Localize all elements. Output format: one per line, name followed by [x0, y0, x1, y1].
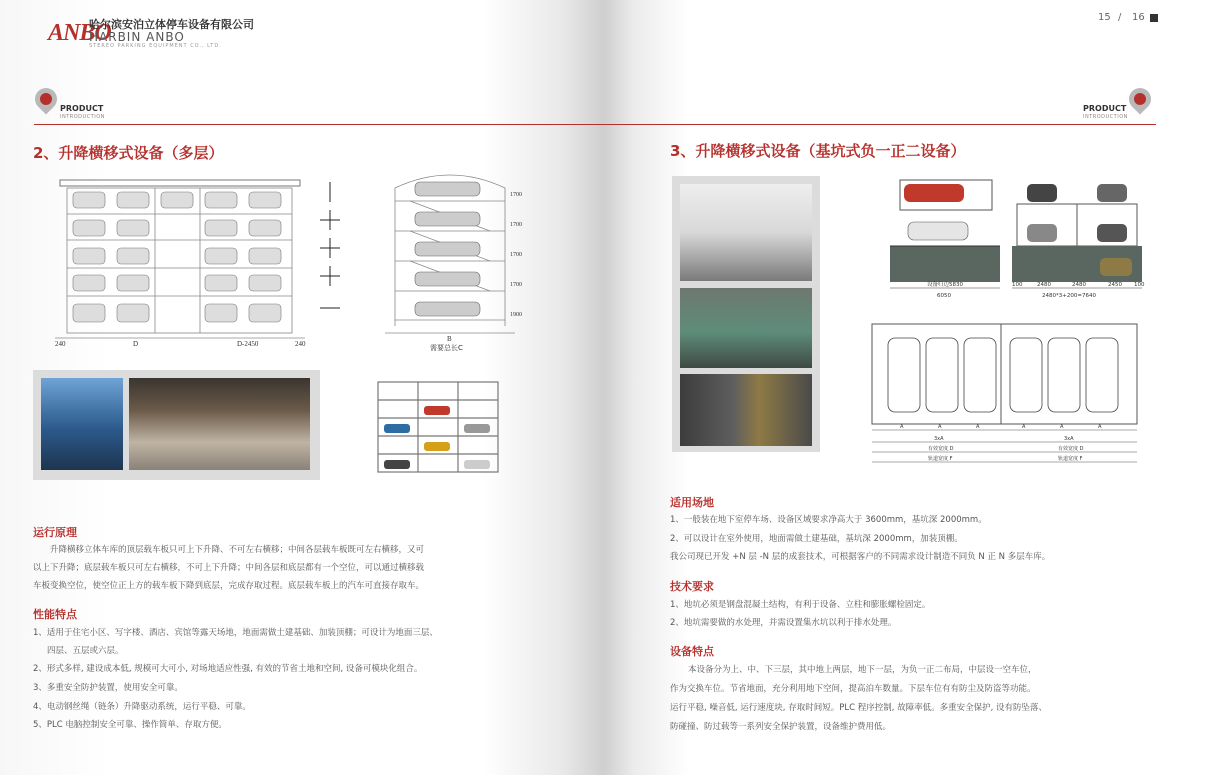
- plan-dim: 轨道宽度 F: [1058, 456, 1083, 462]
- dim-label: D-2450: [237, 340, 259, 348]
- plan-dim: A: [1022, 424, 1026, 430]
- left-sec2-line: 四层、五层或六层。: [47, 646, 124, 656]
- right-sec1-line: 1、一般装在地下室停车场、设备区域要求净高大于 3600mm，基坑深 2000mm。: [670, 515, 987, 525]
- section-tag-introduction: INTRODUCTION: [1083, 114, 1128, 120]
- right-sec1-line: 2、可以设计在室外使用，地面需做土建基础，基坑深 2000mm，加装顶棚。: [670, 534, 963, 544]
- height-label: 1700: [510, 192, 522, 198]
- building-photo: [41, 378, 123, 470]
- plan-dim: 有效宽度 D: [1058, 446, 1084, 452]
- plan-dim: 轨道宽度 F: [928, 456, 953, 462]
- company-name-en-full: STEREO PARKING EQUIPMENT CO., LTD.: [89, 43, 222, 49]
- dim-label: 设备归边5830: [927, 282, 963, 288]
- height-label: 1700: [510, 282, 522, 288]
- page-current: 15: [1098, 12, 1111, 23]
- dim-label: 6050: [937, 293, 951, 299]
- motion-arrows-diagram: [315, 180, 345, 320]
- height-label: 1700: [510, 252, 522, 258]
- left-page: [0, 0, 604, 775]
- dim-label: 2450: [1108, 282, 1122, 288]
- company-name-cn: 哈尔滨安泊立体停车设备有限公司: [89, 18, 254, 31]
- page-total: 16: [1132, 12, 1145, 23]
- plan-dim: 3xA: [934, 436, 944, 442]
- right-sec1-title: 适用场地: [670, 496, 714, 509]
- dim-label: 2480: [1037, 282, 1051, 288]
- plan-view-diagram: [868, 318, 1148, 468]
- pit-overhead-photo: [680, 288, 812, 368]
- height-label: 1900: [510, 312, 522, 318]
- right-sec1-line: 我公司现已开发 +N 层 -N 层的成套技术，可根据客户的不同需求设计制造不同负 N 正 N 多层车库。: [670, 552, 1051, 562]
- dim-label: 2480*3+200=7640: [1042, 293, 1096, 299]
- plan-dim: A: [1098, 424, 1102, 430]
- left-sec2-title: 性能特点: [33, 608, 77, 621]
- plan-dim: A: [1060, 424, 1064, 430]
- dim-label: D: [133, 340, 139, 348]
- right-sec3-line: 运行平稳, 噪音低, 运行速度块, 存取时间短。PLC 程序控制, 故障率低。多重安全保护, 设有防坠落、: [670, 703, 1048, 713]
- section-tag-product: PRODUCT: [60, 104, 104, 113]
- parking-interior-photo: [129, 378, 310, 470]
- dim-label: 100: [1134, 282, 1145, 288]
- left-sec1-line: 以上下升降；底层载车板只可左右横移，不可上下升降；中间各层和底层都有一个空位，可以通过横移载: [33, 563, 425, 573]
- header-divider: [34, 124, 604, 125]
- plan-dim: A: [976, 424, 980, 430]
- right-sec2-title: 技术要求: [670, 580, 714, 593]
- side-label-b: B: [447, 335, 452, 343]
- dim-label: 2480: [1072, 282, 1086, 288]
- location-pin-icon: [30, 83, 61, 114]
- left-sec2-line: 5、PLC 电脑控制安全可靠、操作简单、存取方便。: [33, 720, 227, 730]
- right-page-title: 3、升降横移式设备（基坑式负一正二设备）: [670, 142, 966, 160]
- plan-dim: 有效宽度 D: [928, 446, 954, 452]
- left-sec1-title: 运行原理: [33, 526, 77, 539]
- pit-elevation-diagram: [872, 176, 1147, 300]
- left-sec2-line: 2、形式多样, 建设成本低, 规模可大可小, 对场地适应性强, 有效的节省土地和空间, 设备可模块化组合。: [33, 664, 423, 674]
- company-name-en: HARBIN ANBO: [89, 30, 185, 44]
- right-sec2-line: 2、地坑需要做的水处理，并需设置集水坑以利于排水处理。: [670, 618, 897, 628]
- right-sec3-line: 本设备分为上、中、下三层，其中地上两层，地下一层，为负一正二布局，中层设一空车位，: [688, 665, 1037, 675]
- right-sec3-line: 防碰撞、防过载等一系列安全保护装置，设备维护费用低。: [670, 722, 892, 732]
- section-tag-product: PRODUCT: [1083, 104, 1127, 113]
- pit-floor-photo: [680, 374, 812, 446]
- plan-dim: A: [900, 424, 904, 430]
- dim-label: 240: [295, 340, 306, 348]
- front-elevation-diagram: [55, 178, 310, 348]
- right-sec3-title: 设备特点: [670, 645, 714, 658]
- height-label: 1700: [510, 222, 522, 228]
- left-sec1-line: 升降横移立体车库的顶层载车板只可上下升降、不可左右横移；中间各层载车板既可左右横移，又可: [50, 545, 425, 555]
- left-sec2-line: 3、多重安全防护装置，使用安全可靠。: [33, 683, 183, 693]
- left-sec2-line: 4、电动钢丝绳（链条）升降驱动系统，运行平稳、可靠。: [33, 702, 251, 712]
- side-label-total: 需要总长C: [430, 344, 463, 352]
- location-pin-icon: [1124, 83, 1155, 114]
- left-sec1-line: 车板变换空位，使空位正上方的载车板下降到底层，完成存取过程。底层载车板上的汽车可直接存取车。: [33, 581, 425, 591]
- dim-label: 100: [1012, 282, 1023, 288]
- header-divider: [604, 124, 1156, 125]
- section-tag-introduction: INTRODUCTION: [60, 114, 105, 120]
- left-page-title: 2、升降横移式设备（多层）: [33, 144, 224, 162]
- plan-dim: A: [938, 424, 942, 430]
- page-square-icon: [1150, 14, 1158, 22]
- pit-equipment-photo: [680, 184, 812, 281]
- dim-label: 240: [55, 340, 66, 348]
- right-sec2-line: 1、地坑必须是钢盘混凝土结构，有利于设备、立柱和膨胀螺栓固定。: [670, 600, 931, 610]
- plan-dim: 3xA: [1064, 436, 1074, 442]
- 3d-rack-render: [368, 372, 513, 480]
- page-separator: /: [1118, 12, 1122, 23]
- company-logo: ANBO: [48, 20, 111, 46]
- left-sec2-line: 1、适用于住宅小区、写字楼、酒店、宾馆等露天场地，地面需做土建基础、加装顶棚；可设计为地面三层、: [33, 628, 438, 638]
- right-page: [604, 0, 1213, 775]
- right-sec3-line: 作为交换车位。节省地面，充分利用地下空间，提高泊车数量。下层车位有有防尘及防盗等功能。: [670, 684, 1036, 694]
- side-elevation-diagram: [380, 168, 530, 356]
